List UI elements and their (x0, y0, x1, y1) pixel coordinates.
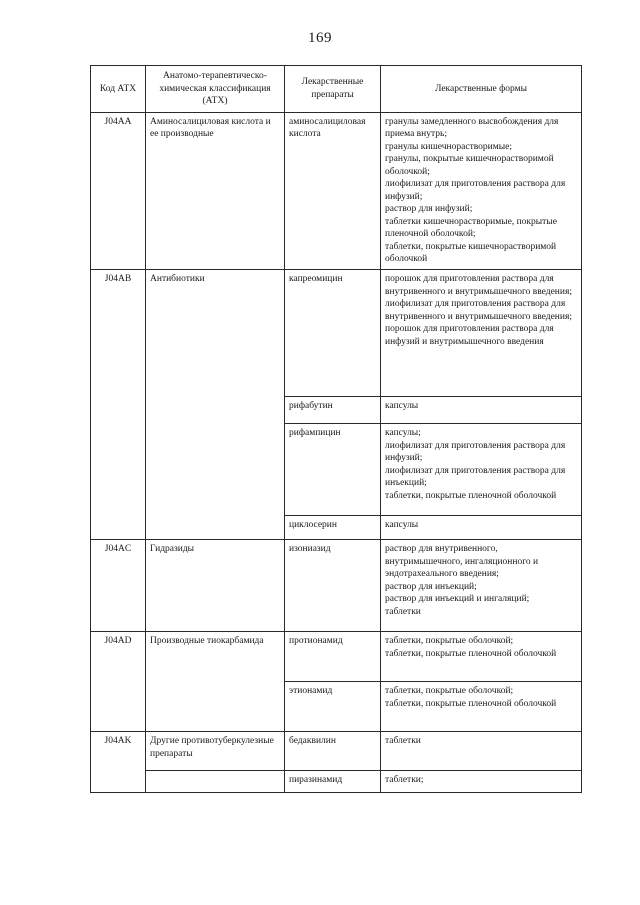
dosage-form-item: таблетки, покрытые пленочной оболочкой (385, 648, 557, 659)
dosage-form-item: таблетки (385, 606, 421, 617)
dosage-form-item: таблетки, покрытые пленочной оболочкой (385, 490, 557, 501)
header-forms: Лекарственные формы (381, 66, 582, 113)
drug-name: рифампицин (285, 423, 381, 515)
drug-name: циклосерин (285, 515, 381, 539)
dosage-form-item: раствор для инъекций и ингаляций; (385, 594, 530, 605)
drug-name: капреомицин (285, 269, 381, 396)
atc-classification: Гидразиды (146, 539, 285, 631)
dosage-forms (381, 539, 582, 631)
dosage-form-item: лиофилизат для приготовления раствора для инфузий; (385, 179, 566, 202)
drug-name: аминосалициловая кислота (285, 112, 381, 269)
atc-classification: Другие противотуберкулезные препараты (146, 731, 285, 770)
table-row (91, 112, 582, 269)
dosage-forms (381, 112, 582, 269)
atc-classification: Антибиотики (146, 269, 285, 539)
dosage-form-item: лиофилизат для приготовления раствора для внутривенного и внутримышечного введения; (385, 299, 572, 322)
dosage-form-item: порошок для приготовления раствора для внутривенного и внутримышечного введения; (385, 273, 572, 297)
atc-classification-empty (146, 770, 285, 792)
dosage-forms (381, 770, 582, 792)
drug-name: бедаквилин (285, 731, 381, 770)
table-row (91, 539, 582, 631)
drug-name: изониазид (285, 539, 381, 631)
header-classification: Анатомо-терапевтическо-химическая классификация (АТХ) (146, 66, 285, 113)
header-drugs: Лекарственные препараты (285, 66, 381, 113)
dosage-form-item: капсулы (385, 400, 419, 411)
atc-classification: Аминосалициловая кислота и ее производные (146, 112, 285, 269)
dosage-form-item: раствор для инъекций; (385, 581, 477, 592)
table-row (91, 731, 582, 770)
dosage-form-item: гранулы замедленного высвобождения для приема внутрь; (385, 116, 559, 140)
dosage-form-item: порошок для приготовления раствора для инфузий и внутримышечного введения (385, 324, 554, 347)
dosage-form-item: таблетки; (385, 774, 424, 785)
drug-name: протионамид (285, 631, 381, 681)
header-code: Код АТХ (91, 66, 146, 113)
atc-code: J04AD (91, 631, 146, 731)
dosage-form-item: раствор для внутривенного, внутримышечного, ингаляционного и эндотрахеального введения; (385, 543, 539, 580)
table-header-row (91, 66, 582, 113)
dosage-form-item: гранулы, покрытые кишечнорастворимой оболочкой; (385, 154, 554, 177)
dosage-forms (381, 269, 582, 396)
dosage-form-item: таблетки, покрытые оболочкой; (385, 635, 514, 646)
dosage-form-item: таблетки кишечнорастворимые, покрытые пленочной оболочкой; (385, 216, 557, 240)
drug-name: рифабутин (285, 396, 381, 423)
dosage-forms (381, 515, 582, 539)
dosage-form-item: таблетки, покрытые пленочной оболочкой (385, 698, 557, 709)
dosage-form-item: таблетки, покрытые кишечнорастворимой оболочкой (385, 241, 557, 265)
atc-classification: Производные тиокарбамида (146, 631, 285, 731)
atc-code: J04AK (91, 731, 146, 792)
atc-code: J04AA (91, 112, 146, 269)
atc-code: J04AC (91, 539, 146, 631)
dosage-forms (381, 681, 582, 731)
dosage-form-item: гранулы кишечнорастворимые; (385, 141, 512, 152)
drug-name: этионамид (285, 681, 381, 731)
table-row (91, 269, 582, 396)
table-row (91, 631, 582, 681)
dosage-form-item: таблетки, покрытые оболочкой; (385, 685, 514, 696)
dosage-forms (381, 423, 582, 515)
dosage-forms (381, 631, 582, 681)
drug-name: пиразинамид (285, 770, 381, 792)
dosage-form-item: таблетки (385, 735, 421, 746)
dosage-form-item: капсулы; (385, 427, 421, 438)
atc-code: J04AB (91, 269, 146, 539)
atc-table (90, 65, 582, 793)
page-number: 169 (308, 30, 332, 46)
dosage-form-item: раствор для инфузий; (385, 204, 473, 215)
table-row (91, 770, 582, 792)
dosage-form-item: капсулы (385, 519, 419, 530)
dosage-form-item: лиофилизат для приготовления раствора для инфузий; (385, 440, 566, 464)
dosage-forms (381, 731, 582, 770)
dosage-forms (381, 396, 582, 423)
dosage-form-item: лиофилизат для приготовления раствора для инъекций; (385, 465, 566, 489)
